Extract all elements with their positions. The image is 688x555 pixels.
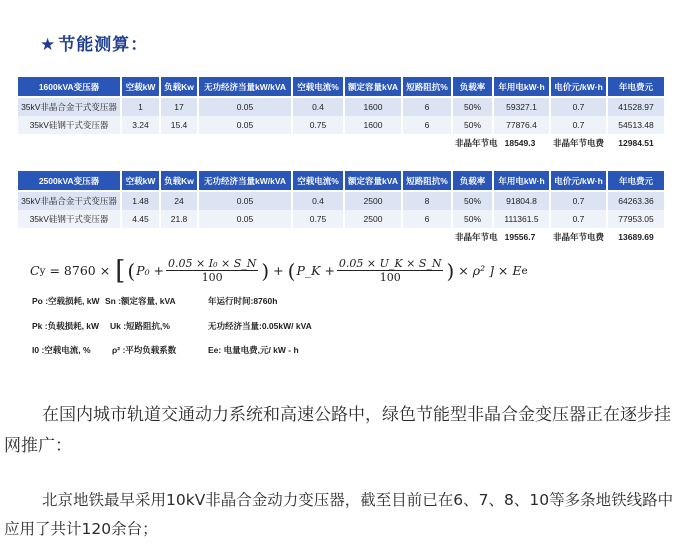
table-cell: 0.05 xyxy=(199,192,293,210)
table-cell: 0.05 xyxy=(199,210,293,228)
paren-close-icon: ) xyxy=(446,258,455,283)
col-header: 额定容量kVA xyxy=(345,77,403,98)
legend-reactive: 无功经济当量:0.05kW/ kVA xyxy=(208,321,312,331)
table-row xyxy=(18,116,666,134)
formula-tail: × ρ² ] × E xyxy=(458,263,522,278)
col-header: 年电费元 xyxy=(608,171,666,192)
legend-i0: I0 :空载电流, % xyxy=(32,345,91,355)
summary-fee-value: 13689.69 xyxy=(608,228,666,246)
legend-ee: Ee: 电量电费,元/ kW - h xyxy=(208,345,299,355)
fraction-denominator: 100 xyxy=(201,271,223,284)
col-header: 年用电kW·h xyxy=(494,77,551,98)
col-header: 1600kVA变压器 xyxy=(18,77,122,98)
summary-save-label: 非晶年节电 xyxy=(455,138,498,148)
table-cell: 1 xyxy=(122,98,161,116)
table-cell: 59327.1 xyxy=(494,98,551,116)
col-header: 无功经济当量kW/kVA xyxy=(199,77,293,98)
table-cell: 0.4 xyxy=(293,192,345,210)
table-cell: 91804.8 xyxy=(494,192,551,210)
col-header: 负载率 xyxy=(453,171,494,192)
legend-p0: Po :空载损耗, kW xyxy=(32,296,100,306)
fraction-denominator: 100 xyxy=(379,271,401,284)
col-header: 年用电kW·h xyxy=(494,171,551,192)
table-header-row xyxy=(18,77,666,98)
table-1600kva xyxy=(18,77,666,152)
star-icon: ★ xyxy=(40,35,57,55)
table-header-row xyxy=(18,171,666,192)
fraction-numerator: 0.05 × U_K × S_N xyxy=(338,257,442,270)
table-cell: 24 xyxy=(161,192,199,210)
paren-close-icon: ) xyxy=(261,258,270,283)
table-row xyxy=(18,98,666,116)
table-cell: 111361.5 xyxy=(494,210,551,228)
heading-text: 节能测算： xyxy=(58,35,149,55)
table-cell: 41528.97 xyxy=(608,98,666,116)
table-cell: 4.45 xyxy=(122,210,161,228)
table-cell: 6 xyxy=(403,116,453,134)
table-cell: 0.05 xyxy=(199,116,293,134)
summary-save-value: 18549.3 xyxy=(504,138,536,148)
formula-lhs-sub: y xyxy=(39,264,46,277)
paragraph-1 xyxy=(4,400,684,462)
table-cell: 15.4 xyxy=(161,116,199,134)
summary-fee-label: 非晶年节电费 xyxy=(551,134,608,152)
table-cell: 6 xyxy=(403,98,453,116)
summary-save-value: 19556.7 xyxy=(504,232,536,242)
col-header: 短路阻抗% xyxy=(403,171,453,192)
table-cell: 0.75 xyxy=(293,210,345,228)
col-header: 额定容量kVA xyxy=(345,171,403,192)
table-cell: 1.48 xyxy=(122,192,161,210)
paren-open-icon: ( xyxy=(127,258,136,283)
col-header: 年电费元 xyxy=(608,77,666,98)
col-header: 短路阻抗% xyxy=(403,77,453,98)
col-header: 负载Kw xyxy=(161,171,199,192)
col-header: 电价元/kW·h xyxy=(551,171,608,192)
table-cell: 0.05 xyxy=(199,98,293,116)
section-heading xyxy=(40,30,148,55)
col-header: 空载kW xyxy=(122,77,161,98)
legend-rho: ρ² :平均负载系数 xyxy=(112,345,177,355)
legend-pk: Pk :负载损耗, kW xyxy=(32,321,100,331)
summary-row xyxy=(18,134,666,152)
formula-fraction-1 xyxy=(166,257,258,284)
table-cell: 54513.48 xyxy=(608,116,666,134)
col-header: 空载电流% xyxy=(293,77,345,98)
table-cell: 77953.05 xyxy=(608,210,666,228)
table-cell: 64263.36 xyxy=(608,192,666,210)
table-cell: 50% xyxy=(453,192,494,210)
table-cell: 2500 xyxy=(345,192,403,210)
table-cell: 0.7 xyxy=(551,116,608,134)
summary-fee-label: 非晶年节电费 xyxy=(551,228,608,246)
summary-save-label: 非晶年节电 xyxy=(455,232,498,242)
table-cell: 3.24 xyxy=(122,116,161,134)
table-cell: 0.75 xyxy=(293,116,345,134)
table-cell: 0.7 xyxy=(551,210,608,228)
col-header: 电价元/kW·h xyxy=(551,77,608,98)
col-header: 空载kW xyxy=(122,171,161,192)
table-cell: 50% xyxy=(453,116,494,134)
table-cell: 0.4 xyxy=(293,98,345,116)
energy-formula xyxy=(30,257,528,284)
col-header: 空载电流% xyxy=(293,171,345,192)
formula-lhs: C xyxy=(30,263,40,278)
paragraph-2 xyxy=(4,486,684,544)
table-row xyxy=(18,192,666,210)
table-cell: 17 xyxy=(161,98,199,116)
fraction-numerator: 0.05 × I₀ × S_N xyxy=(168,257,257,270)
formula-tail-sub: e xyxy=(521,264,528,277)
table-cell: 50% xyxy=(453,98,494,116)
col-header: 无功经济当量kW/kVA xyxy=(199,171,293,192)
table-cell: 50% xyxy=(453,210,494,228)
legend-hours: 年运行时间:8760h xyxy=(208,296,278,306)
table-cell: 35kV非晶合金干式变压器 xyxy=(18,192,122,210)
legend-sn: Sn :额定容量, kVA xyxy=(105,296,176,306)
summary-row xyxy=(18,228,666,246)
table-cell: 35kV硅钢干式变压器 xyxy=(18,210,122,228)
legend-uk: Uk :短路阻抗,% xyxy=(110,321,170,331)
table-cell: 35kV硅钢干式变压器 xyxy=(18,116,122,134)
col-header: 负载率 xyxy=(453,77,494,98)
table-2500kva xyxy=(18,171,666,246)
paren-open-icon: ( xyxy=(287,258,296,283)
paragraph-2-text: 北京地铁最早采用10kV非晶合金动力变压器，截至目前已在6、7、8、10等多条地铁线路中应用了共计120余台； xyxy=(4,491,674,538)
table-cell: 0.7 xyxy=(551,192,608,210)
summary-fee-value: 12984.51 xyxy=(608,134,666,152)
col-header: 2500kVA变压器 xyxy=(18,171,122,192)
table-cell: 1600 xyxy=(345,98,403,116)
table-cell: 77876.4 xyxy=(494,116,551,134)
table-cell: 21.8 xyxy=(161,210,199,228)
plus-icon: + xyxy=(273,263,284,278)
table-cell: 2500 xyxy=(345,210,403,228)
table-cell: 0.7 xyxy=(551,98,608,116)
formula-equals: = 8760 × xyxy=(49,263,111,278)
table-row xyxy=(18,210,666,228)
table-cell: 1600 xyxy=(345,116,403,134)
bracket-open-icon: [ xyxy=(115,255,126,286)
table-cell: 6 xyxy=(403,210,453,228)
paragraph-1-text: 在国内城市轨道交通动力系统和高速公路中，绿色节能型非晶合金变压器正在逐步挂网推广： xyxy=(4,405,671,456)
formula-p0: P₀ + xyxy=(136,263,165,278)
formula-fraction-2 xyxy=(337,257,444,284)
col-header: 负载Kw xyxy=(161,77,199,98)
table-cell: 35kV非晶合金干式变压器 xyxy=(18,98,122,116)
table-cell: 8 xyxy=(403,192,453,210)
formula-pk: P_K + xyxy=(296,263,335,278)
